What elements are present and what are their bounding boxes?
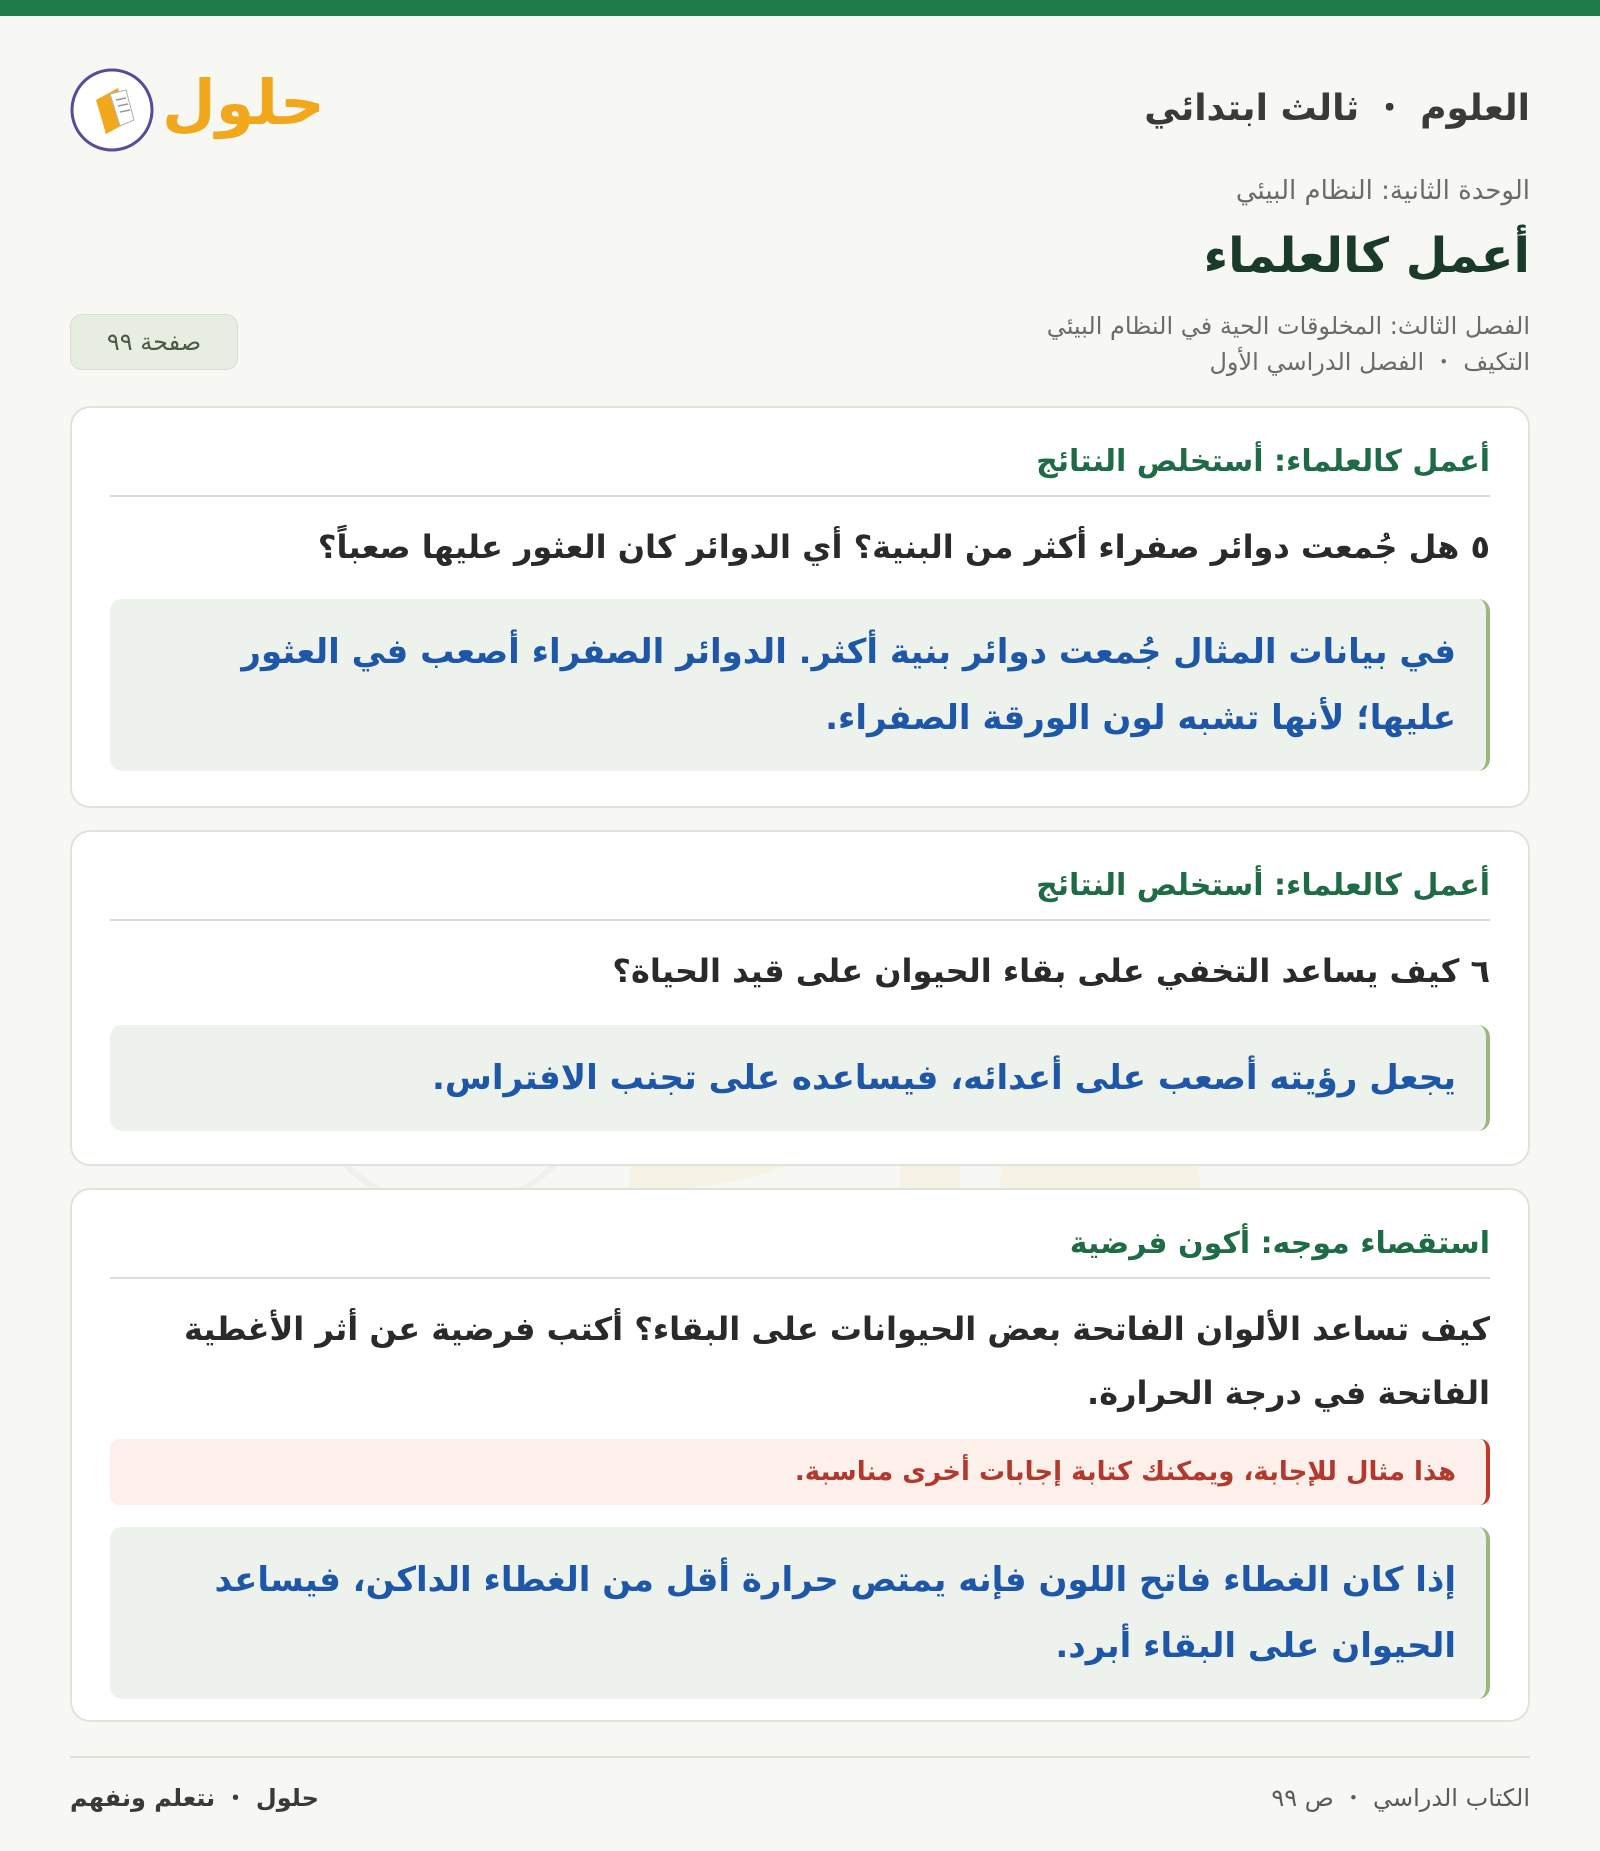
footer-book-ref: الكتاب الدراسي ・ ص ٩٩ [1271, 1784, 1530, 1812]
question-text: ٥ هل جُمعت دوائر صفراء أكثر من البنية؟ أي الدوائر كان العثور عليها صعباً؟ [317, 528, 1490, 566]
top-accent-bar [0, 0, 1600, 16]
card-heading: استقصاء موجه: أكون فرضية [110, 1190, 1490, 1279]
question-text: ٦ كيف يساعد التخفي على بقاء الحيوان على قيد الحياة؟ [612, 952, 1490, 990]
footer-brand[interactable]: حلول ・ نتعلم ونفهم [70, 1784, 319, 1812]
chapter-info [1047, 308, 1530, 380]
question-card [70, 1188, 1530, 1722]
card-heading: أعمل كالعلماء: أستخلص النتائج [110, 832, 1490, 921]
card-heading: أعمل كالعلماء: أستخلص النتائج [110, 408, 1490, 497]
page-number-badge: صفحة ٩٩ [70, 314, 238, 370]
lesson-title: أعمل كالعلماء [1203, 228, 1530, 284]
unit-label: الوحدة الثانية: النظام البيئي [1235, 176, 1530, 206]
page-header [70, 60, 1530, 150]
question-text: كيف تساعد الألوان الفاتحة بعض الحيوانات على البقاء؟ أكتب فرضية عن أثر الأغطية الفاتحة في درجة الحرارة. [183, 1310, 1490, 1412]
answer-box: إذا كان الغطاء فاتح اللون فإنه يمتص حرارة أقل من الغطاء الداكن، فيساعد الحيوان على البقاء أبرد. [110, 1527, 1490, 1699]
answer-box: يجعل رؤيته أصعب على أعدائه، فيساعده على تجنب الافتراس. [110, 1025, 1490, 1131]
example-note: هذا مثال للإجابة، ويمكنك كتابة إجابات أخرى مناسبة. [110, 1439, 1490, 1505]
question-card [70, 406, 1530, 808]
chapter-line: الفصل الثالث: المخلوقات الحية في النظام البيئي [1046, 312, 1530, 340]
hulul-logo[interactable] [70, 60, 340, 160]
lesson-line: التكيف ・ الفصل الدراسي الأول [1209, 348, 1530, 376]
answer-box: في بيانات المثال جُمعت دوائر بنية أكثر. الدوائر الصفراء أصعب في العثور عليها؛ لأنها تشبه لون الورقة الصفراء. [110, 599, 1490, 771]
subject-title: العلوم ・ ثالث ابتدائي [1144, 88, 1530, 129]
question-card [70, 830, 1530, 1166]
footer-divider [70, 1756, 1530, 1758]
logo-text: حلول [162, 66, 325, 139]
